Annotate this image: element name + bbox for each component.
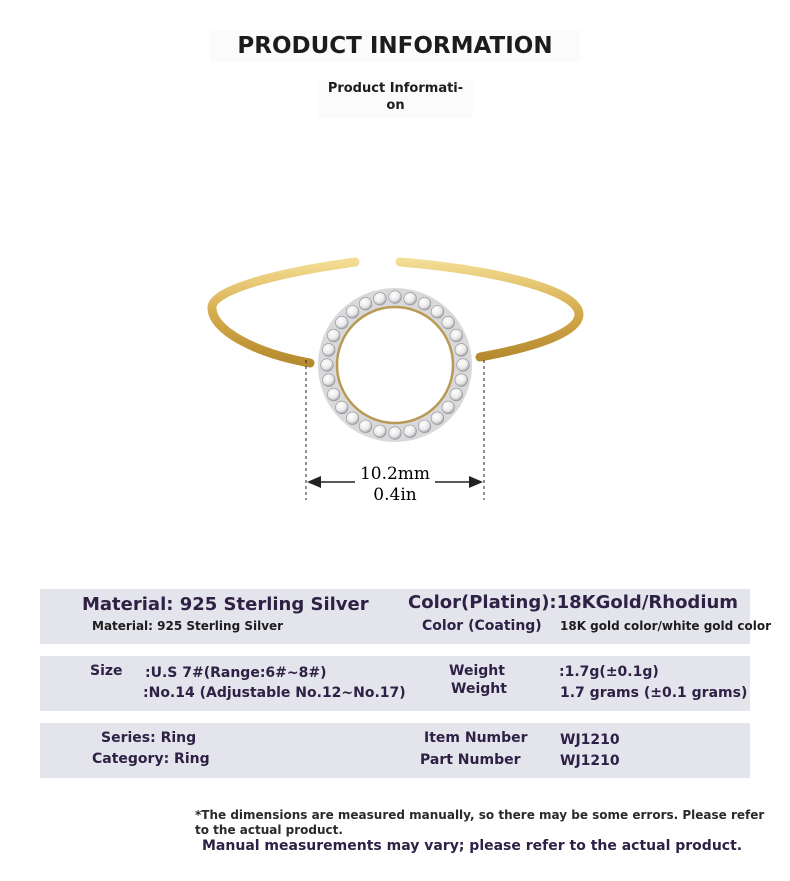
material-subtitle: Material: 925 Sterling Silver (92, 619, 284, 633)
ring-gem (455, 344, 468, 357)
item-number-value: WJ1210 (560, 732, 620, 748)
weight-label-2: Weight (451, 681, 507, 697)
spec-band-series (40, 723, 750, 778)
ring-gem (404, 425, 417, 438)
page-subtitle (318, 80, 473, 118)
ring-gem (336, 316, 349, 329)
spec-band-material (40, 589, 772, 644)
ring-gem (374, 425, 387, 438)
ring-gem (336, 401, 349, 414)
spec-band-size (40, 656, 750, 711)
ring-gem (442, 316, 455, 329)
color-title: Color(Plating):18KGold/Rhodium (408, 592, 739, 613)
ring-gem (359, 420, 372, 433)
ring-product-image (195, 235, 595, 510)
ring-gem (431, 306, 444, 319)
ring-gem (457, 359, 470, 372)
ring-gem (450, 388, 463, 401)
ring-gem (442, 401, 455, 414)
ring-gem (404, 292, 417, 305)
ring-gem (327, 329, 340, 342)
part-number-value: WJ1210 (560, 753, 620, 769)
weight-value-2: 1.7 grams (±0.1 grams) (560, 685, 748, 701)
subtitle-line-1: Product Informati- (327, 81, 464, 96)
ring-gem (455, 374, 468, 387)
ring-gem (389, 291, 402, 304)
disclaimer-note: *The dimensions are measured manually, so there may be some errors. Please refer to the actual product. (195, 808, 765, 837)
weight-value-1: :1.7g(±0.1g) (559, 664, 659, 680)
ring-gem (389, 427, 402, 440)
series-label: Series: Ring (101, 730, 197, 746)
ring-gem (431, 412, 444, 425)
item-number-label: Item Number (424, 730, 528, 746)
ring-gem (450, 329, 463, 342)
disclaimer-summary: Manual measurements may vary; please refer to the actual product. (202, 838, 743, 854)
ring-gem (346, 306, 359, 319)
category-label: Category: Ring (92, 751, 210, 767)
color-value: 18K gold color/white gold color (560, 619, 772, 633)
material-title: Material: 925 Sterling Silver (82, 594, 369, 615)
dimension-arrowhead-right (469, 476, 483, 488)
size-label: Size (90, 663, 123, 679)
ring-gem (321, 359, 334, 372)
part-number-label: Part Number (420, 752, 521, 768)
color-label: Color (Coating) (422, 618, 542, 634)
dimension-in-label: 0.4in (373, 485, 417, 505)
ring-gem (346, 412, 359, 425)
ring-gem (418, 297, 431, 310)
ring-halo (327, 297, 463, 433)
size-value-us: :U.S 7#(Range:6#~8#) (145, 665, 327, 681)
ring-gem (418, 420, 431, 433)
subtitle-line-2: on (386, 98, 405, 113)
ring-gem (322, 374, 335, 387)
dimension-arrowhead-left (307, 476, 321, 488)
ring-gem (322, 344, 335, 357)
ring-halo-inner (337, 307, 453, 423)
size-value-no: :No.14 (Adjustable No.12~No.17) (143, 685, 406, 701)
dimension-mm-label: 10.2mm (359, 464, 431, 484)
page-title: PRODUCT INFORMATION (210, 30, 580, 62)
ring-gem (327, 388, 340, 401)
ring-gem (374, 292, 387, 305)
weight-label-1: Weight (449, 663, 505, 679)
ring-gem (359, 297, 372, 310)
